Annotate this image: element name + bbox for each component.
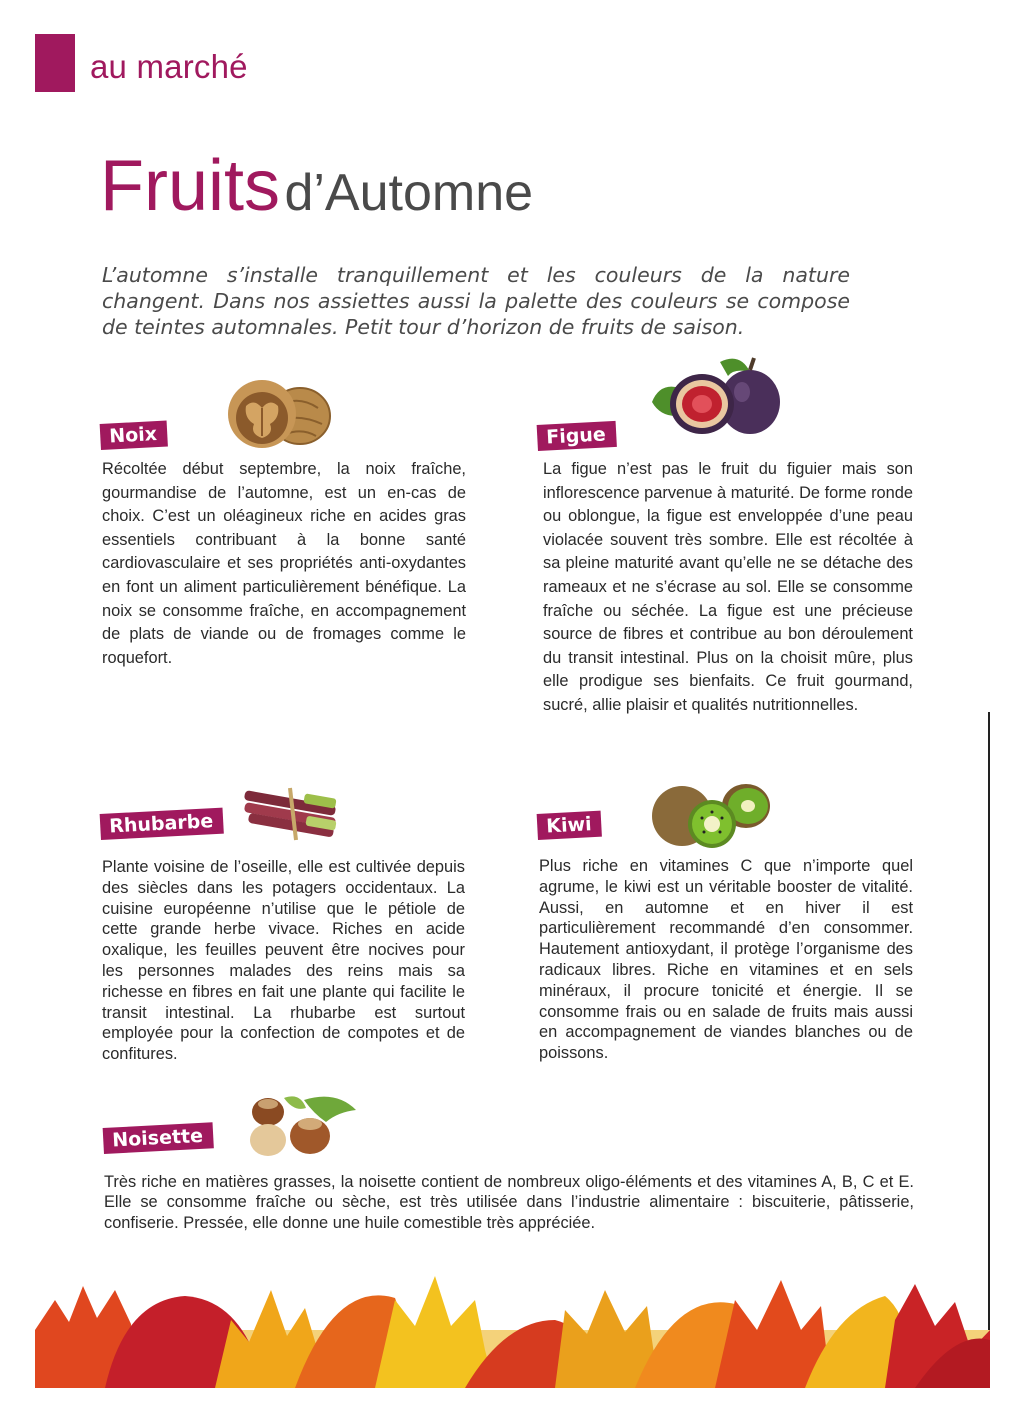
kiwi-illustration <box>650 780 774 850</box>
page-title <box>100 146 534 226</box>
badge-noisette: Noisette <box>103 1122 214 1154</box>
badge-noix: Noix <box>100 421 168 450</box>
fig-illustration <box>650 352 782 438</box>
section-tab-marker <box>35 34 75 92</box>
text-noisette: Très riche en matières grasses, la noisette contient de nombreux oligo-éléments et des vitamines A, B, C et E. Elle se consomme fraîche ou sèche, est très utilisée dans l’industrie alimentaire : biscuiterie, pâtisserie, confiserie. Pressée, elle donne une huile comestible très appréciée. <box>104 1173 914 1232</box>
badge-kiwi: Kiwi <box>537 811 603 840</box>
rhubarb-illustration <box>238 780 344 844</box>
text-figue: La figue n’est pas le fruit du figuier mais son inflorescence parvenue à maturité. De forme ronde ou oblongue, la figue est enveloppée d’une peau violacée souvent très sombre. Elle est récoltée à sa pleine maturité avant qu’elle ne se détache des rameaux et ne s’écrase au sol. Elle se consomme fraîche ou séchée. La figue est une précieuse source de fibres et contribue au bon déroulement du transit intestinal. Plus on la choisit mûre, plus elle prodigue ses bienfaits. Ce fruit gourmand, sucré, allie plaisir et qualités nutritionnelles. <box>543 460 913 714</box>
title-main: Fruits <box>100 146 280 226</box>
title-sub: d’Automne <box>284 164 534 222</box>
intro-paragraph: L’automne s’installe tranquillement et les couleurs de la nature changent. Dans nos assiettes aussi la palette des couleurs se compose de teintes automnales. Petit tour d’horizon de fruits de saison. <box>102 263 850 339</box>
section-name: au marché <box>90 48 248 85</box>
autumn-leaves-border <box>35 1260 990 1388</box>
text-kiwi: Plus riche en vitamines C que n’importe quel agrume, le kiwi est un véritable booster de vitalité. Aussi, en automne et en hiver il est particulièrement recommandé d’en consommer. Hautement antioxydant, il protège l’organisme des radicaux libres. Riche en vitamines et en sels minéraux, il procure tonicité et énergie. Il se consomme frais ou en salade de fruits mais aussi en accompagnement de viandes blanches ou de poissons. <box>539 857 913 1063</box>
text-rhubarbe: Plante voisine de l’oseille, elle est cultivée depuis des siècles dans les potagers occidentaux. La cuisine européenne n’utilise que le pétiole de cette grande herbe vivace. Riches en acide oxalique, les feuilles peuvent être nocives pour les personnes malades des reins mais sa richesse en fibres en fait une plante qui facilite le transit intestinal. La rhubarbe est surtout employée pour la confection de compotes et de confitures. <box>102 858 465 1064</box>
hazelnut-illustration <box>244 1090 358 1158</box>
badge-rhubarbe: Rhubarbe <box>100 808 224 840</box>
badge-figue: Figue <box>537 421 617 451</box>
text-noix: Récoltée début septembre, la noix fraîche, gourmandise de l’automne, est un en-cas de choix. C’est un oléagineux riche en acides gras essentiels contribuant à la bonne santé cardiovasculaire et ses propriétés anti-oxydantes en font un aliment particulièrement bénéfique. La noix se consomme fraîche, en accompagnement de plats de viande ou de fromages comme le roquefort. <box>102 460 466 667</box>
walnut-illustration <box>222 374 334 454</box>
